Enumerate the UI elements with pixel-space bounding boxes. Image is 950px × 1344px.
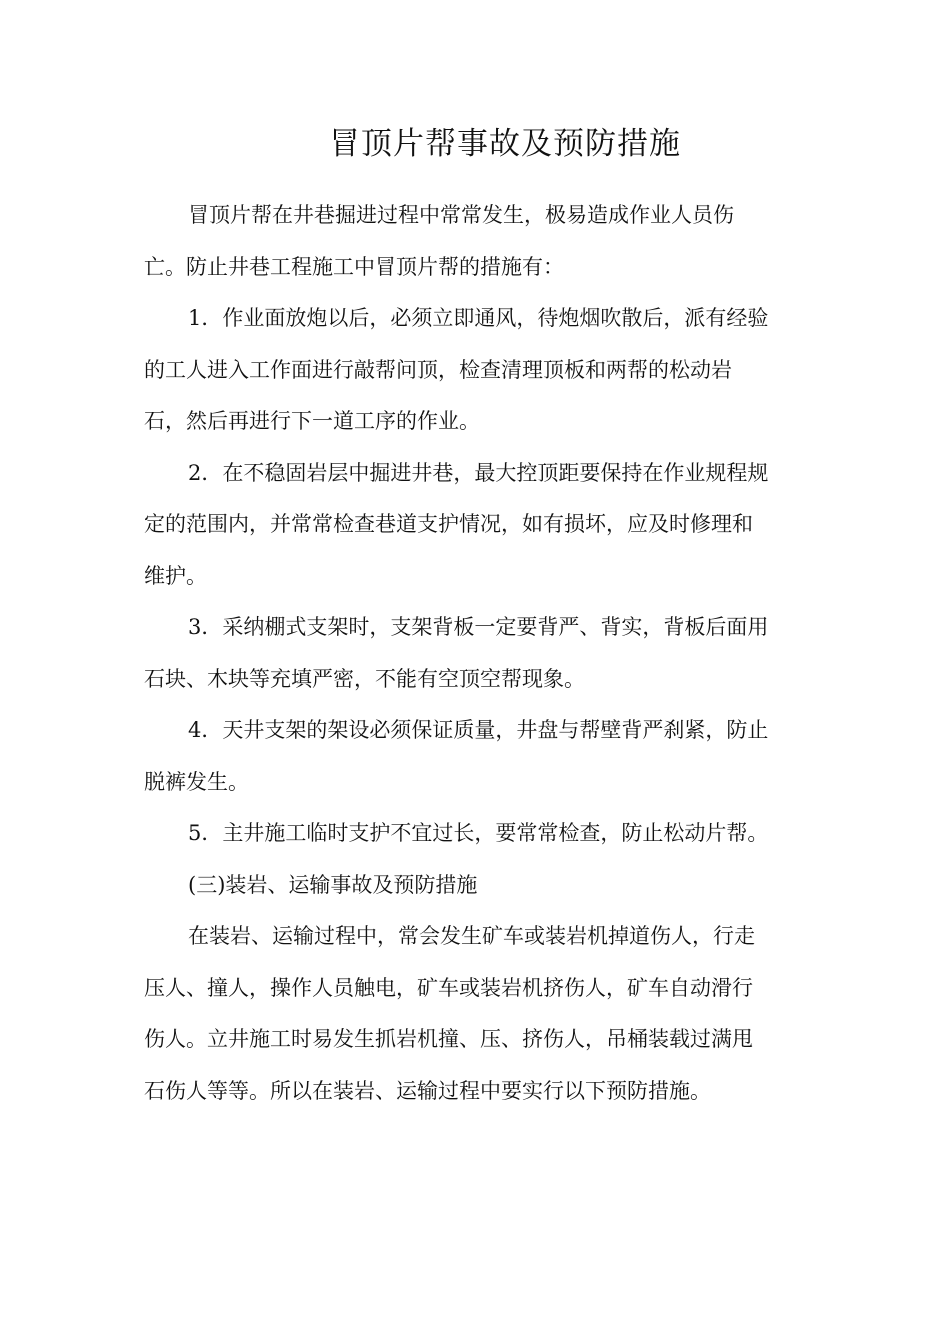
paragraph-line: 石伤人等等。所以在装岩、运输过程中要实行以下预防措施。 (144, 1078, 711, 1103)
paragraph (144, 705, 809, 808)
paragraph-line: 维护。 (144, 563, 207, 588)
paragraph (144, 448, 809, 603)
paragraph-line: 冒顶片帮在井巷掘进过程中常常发生，极易造成作业人员伤 (188, 203, 734, 227)
paragraph (144, 808, 809, 860)
paragraph-line: 3．采纳棚式支架时，支架背板一定要背严、背实，背板后面用 (188, 615, 769, 639)
paragraph-line: 伤人。立井施工时易发生抓岩机撞、压、挤伤人，吊桶装载过满甩 (144, 1027, 753, 1051)
paragraph-line: 5．主井施工临时支护不宜过长，要常常检查，防止松动片帮。 (188, 821, 769, 845)
paragraph-line: 的工人进入工作面进行敲帮问顶，检查清理顶板和两帮的松动岩 (144, 357, 732, 382)
paragraph-line: 在装岩、运输过程中，常会发生矿车或装岩机掉道伤人，行走 (188, 924, 755, 948)
paragraph-line: 石，然后再进行下一道工序的作业。 (144, 409, 480, 433)
paragraph-line: 压人、撞人，操作人员触电，矿车或装岩机挤伤人，矿车自动滑行 (144, 975, 753, 1000)
paragraph (144, 911, 809, 1117)
document-body (144, 190, 809, 1117)
paragraph (144, 190, 809, 293)
paragraph-line: 定的范围内，并常常检查巷道支护情况，如有损坏，应及时修理和 (144, 512, 753, 536)
paragraph (144, 602, 809, 705)
paragraph-line: (三)装岩、运输事故及预防措施 (188, 872, 478, 897)
paragraph (144, 860, 809, 912)
paragraph-line: 4．天井支架的架设必须保证质量，井盘与帮壁背严刹紧，防止 (188, 718, 769, 742)
paragraph-line: 1．作业面放炮以后，必须立即通风，待炮烟吹散后，派有经验 (188, 306, 769, 330)
paragraph (144, 293, 809, 448)
paragraph-line: 亡。防止井巷工程施工中冒顶片帮的措施有： (144, 254, 564, 279)
paragraph-line: 2．在不稳固岩层中掘进井巷，最大控顶距要保持在作业规程规 (188, 460, 769, 485)
document-title: 冒顶片帮事故及预防措施 (329, 126, 681, 162)
paragraph-line: 脱裤发生。 (144, 769, 249, 794)
paragraph-line: 石块、木块等充填严密，不能有空顶空帮现象。 (144, 666, 585, 691)
